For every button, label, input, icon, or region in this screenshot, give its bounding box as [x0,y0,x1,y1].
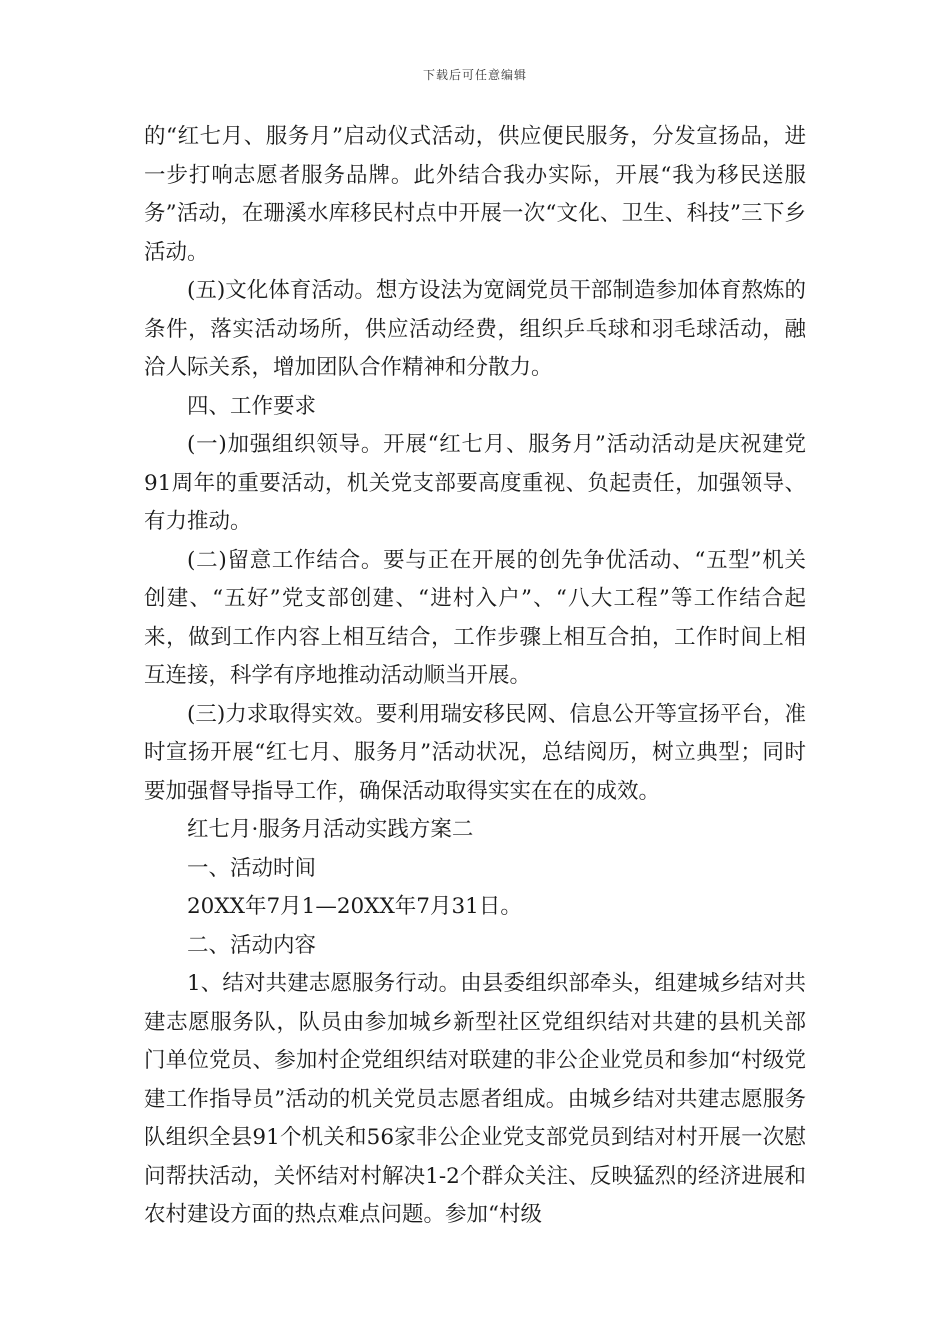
paragraph: 20XX年7月1—20XX年7月31日。 [187,894,522,919]
header-note: 下载后可任意编辑 [422,68,527,82]
section-heading: 二、活动内容 [187,932,317,958]
paragraph: (三)力求取得实效。要利用瑞安移民网、信息公开等宣扬平台，准时宣扬开展“红七月、服务月”活动状况，总结阅历，树立典型；同时要加强督导指导工作，确保活动取得实实在在的成效。 [144,701,806,804]
paragraph: 1、结对共建志愿服务行动。由县委组织部牵头，组建城乡结对共建志愿服务队，队员由参加城乡新型社区党组织结对共建的县机关部门单位党员、参加村企党组织结对联建的非公企业党员和参加“村级党建工作指导员”活动的机关党员志愿者组成。由城乡结对共建志愿服务队组织全县91个机关和56家非公企业党支部党员到结对村开展一次慰问帮扶活动，关怀结对村解决1-2个群众关注、反映猛烈的经济进展和农村建设方面的热点难点问题。参加“村级 [144,971,806,1227]
plan-title: 红七月·服务月活动实践方案二 [187,817,474,842]
document-body [144,118,806,1235]
section-heading: 四、工作要求 [187,393,317,419]
paragraph: 的“红七月、服务月”启动仪式活动，供应便民服务，分发宣扬品，进一步打响志愿者服务品牌。此外结合我办实际，开展“我为移民送服务”活动，在珊溪水库移民村点中开展一次“文化、卫生、科技”三下乡活动。 [144,124,806,265]
section-heading: 一、活动时间 [187,855,317,881]
paragraph: (一)加强组织领导。开展“红七月、服务月”活动活动是庆祝建党91周年的重要活动，机关党支部要高度重视、负起责任，加强领导、有力推动。 [144,432,806,534]
paragraph: (二)留意工作结合。要与正在开展的创先争优活动、“五型”机关创建、“五好”党支部创建、“进村入户”、“八大工程”等工作结合起来，做到工作内容上相互结合，工作步骤上相互合拍，工作时间上相互连接，科学有序地推动活动顺当开展。 [144,547,806,688]
paragraph: (五)文化体育活动。想方设法为宽阔党员干部制造参加体育熬炼的条件，落实活动场所，供应活动经费，组织乒乓球和羽毛球活动，融洽人际关系，增加团队合作精神和分散力。 [144,278,806,380]
